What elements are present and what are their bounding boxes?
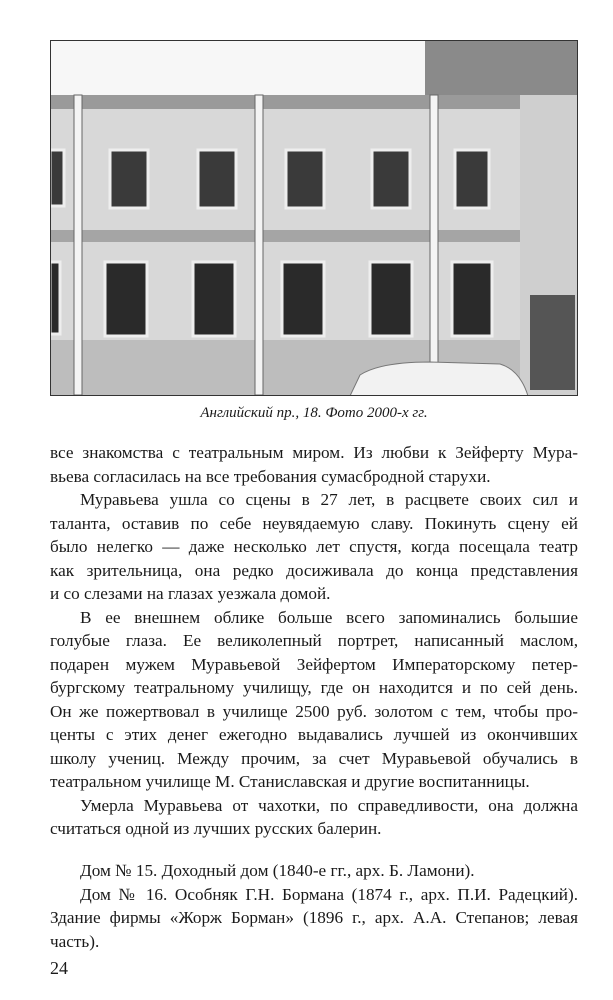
text-line: голубые глаза. Ее великолепный портрет, написанный маслом, [50, 631, 578, 650]
text-line: все знакомства с театральным миром. Из любви к Зейферту Мура- [50, 443, 578, 462]
doorway [530, 295, 575, 390]
paragraph [50, 606, 578, 794]
text-line: театральном училище М. Станиславская и другие воспитанницы. [50, 772, 530, 791]
text-line: таланта, оставив по себе неувядаемую славу. Покинуть сцену ей [50, 513, 578, 533]
neighbor-building [425, 40, 578, 100]
paragraph [50, 859, 578, 883]
paragraph [50, 441, 578, 488]
upper-windows [50, 150, 562, 208]
house-notes [50, 859, 578, 953]
photo-caption: Английский пр., 18. Фото 2000-х гг. [200, 405, 428, 421]
text-line: бургскому театральному училищу, где он находится и по сей день. [50, 678, 578, 697]
text-line: подарен мужем Муравьевой Зейфертом Императорскому петер- [50, 654, 578, 674]
text-line: Муравьева ушла со сцены в 27 лет, в расцвете своих сил и [80, 490, 578, 509]
building-photo [50, 40, 578, 396]
text-line: было нелегко — даже несколько лет спустя, когда посещала театр [50, 537, 578, 556]
text-line: В ее внешнем облике больше всего запоминались большие [80, 607, 578, 627]
text-line: центы с этих денег ежегодно выдавались лучшей из окончивших [50, 725, 578, 744]
text-line: Здание фирмы «Жорж Борман» (1896 г., арх. А.А. Степанов; левая [50, 908, 578, 927]
text-line: Умерла Муравьева от чахотки, по справедливости, она должна [80, 795, 578, 815]
text-line: как зрительница, она редко досиживала до конца представления [50, 560, 578, 580]
text-line: Дом № 15. Доходный дом (1840-е гг., арх. Б. Ламони). [80, 861, 475, 880]
paragraph [50, 883, 578, 954]
text-line: часть). [50, 931, 100, 951]
text-line: вьева согласилась на все требования сумасбродной старухи. [50, 466, 491, 486]
paragraph [50, 488, 578, 606]
page-number: 24 [50, 958, 68, 978]
text-line: Он же пожертвовал в училище 2500 руб. золотом с тем, чтобы про- [50, 701, 578, 721]
text-line: Дом № 16. Особняк Г.Н. Бормана (1874 г., арх. П.И. Радецкий). [80, 884, 578, 904]
string-course [50, 230, 520, 242]
paragraph [50, 794, 578, 841]
cornice [50, 95, 520, 109]
text-line: школу учениц. Между прочим, за счет Муравьевой обучались в [50, 748, 578, 768]
text-line: считаться одной из лучших русских балерин. [50, 819, 382, 838]
body-text [50, 441, 578, 841]
text-line: и со слезами на глазах уезжала домой. [50, 584, 331, 603]
